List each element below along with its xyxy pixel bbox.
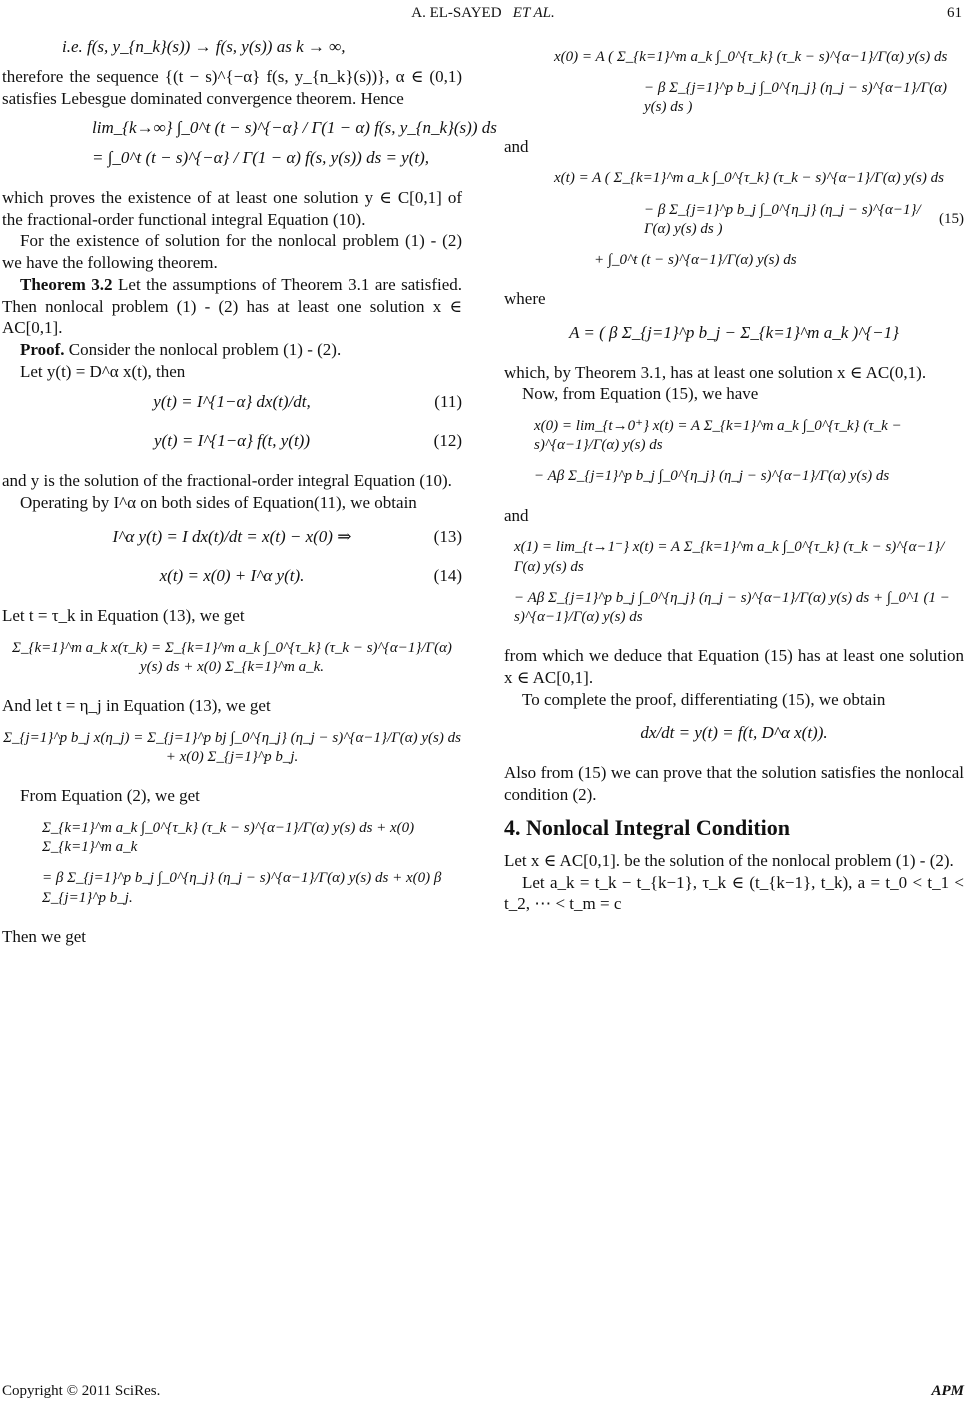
paragraph-nonlocal: For the existence of solution for the nonlocal problem (1) - (2) we have the following theorem. xyxy=(2,231,462,272)
page-header xyxy=(0,4,966,30)
proof-label: Proof. xyxy=(20,340,65,359)
equation-13-tag: (13) xyxy=(433,526,462,546)
copyright-notice: Copyright © 2011 SciRes. xyxy=(2,1383,161,1399)
equation-A: A = ( β Σ_{j=1}^p b_j − Σ_{k=1}^m a_k )^{−1} xyxy=(569,322,899,342)
equation-limit-1-line2: − Aβ Σ_{j=1}^p b_j ∫_0^{η_j} (η_j − s)^{α−1}/Γ(α) y(s) ds + ∫_0^1 (1 − s)^{α−1}/Γ(α) y(s) ds xyxy=(514,589,950,625)
journal-abbrev: APM xyxy=(931,1383,964,1399)
paragraph-deduce: from which we deduce that Equation (15) has at least one solution x ∈ AC[0,1]. xyxy=(504,646,964,687)
header-etal: ET AL. xyxy=(512,5,555,21)
equation-x0-line2: − β Σ_{j=1}^p b_j ∫_0^{η_j} (η_j − s)^{α−1}/Γ(α) y(s) ds ) xyxy=(644,80,948,116)
equation-13: I^α y(t) = I dx(t)/dt = x(t) − x(0) ⇒ (13) xyxy=(112,526,462,546)
equation-sum-combined-1: Σ_{k=1}^m a_k ∫_0^{τ_k} (τ_k − s)^{α−1}/Γ(α) y(s) ds + x(0) Σ_{k=1}^m a_k xyxy=(42,820,415,856)
equation-limit-0-line1: x(0) = lim_{t→0⁺} x(t) = A Σ_{k=1}^m a_k ∫_0^{τ_k} (τ_k − s)^{α−1}/Γ(α) y(s) ds xyxy=(534,418,902,454)
proof-start xyxy=(2,339,462,361)
equation-sum-eta: Σ_{j=1}^p b_j x(η_j) = Σ_{j=1}^p bj ∫_0^{η_j} (η_j − s)^{α−1}/Γ(α) y(s) ds + x(0) Σ_{j=1}^p b_j. xyxy=(3,729,461,766)
equation-limit-0-line2: − Aβ Σ_{j=1}^p b_j ∫_0^{η_j} (η_j − s)^{α−1}/Γ(α) y(s) ds xyxy=(534,468,890,485)
proof-text: Consider the nonlocal problem (1) - (2). xyxy=(64,340,342,359)
paragraph-now-from-15: Now, from Equation (15), we have xyxy=(522,384,759,404)
paragraph-complete-proof: To complete the proof, differentiating (15), we obtain xyxy=(522,689,886,709)
theorem-text: Let the assumptions of Theorem 3.1 are satisfied. Then nonlocal problem (1) - (2) has at least one solution x ∈ AC[0,1]. xyxy=(2,274,462,338)
running-head xyxy=(0,4,966,23)
text-where: where xyxy=(504,289,546,309)
paragraph-sequence: therefore the sequence {(t − s)^{−α} f(s, y_{n_k}(s))}, α ∈ (0,1) satisfies Lebesgue dominated convergence theorem. Hence xyxy=(2,66,462,108)
theorem-label: Theorem 3.2 xyxy=(20,274,113,294)
paragraph-operating: Operating by I^α on both sides of Equation(11), we obtain xyxy=(20,492,417,512)
equation-12-tag: (12) xyxy=(433,431,462,451)
paragraph-solution-y: and y is the solution of the fractional-order integral Equation (10). xyxy=(2,471,452,490)
paragraph-existence: which proves the existence of at least one solution y ∈ C[0,1] of the fractional-order functional integral Equation (10). xyxy=(2,187,462,229)
right-column xyxy=(504,36,964,915)
paragraph-nonlocal-condition: Also from (15) we can prove that the solution satisfies the nonlocal condition (2). xyxy=(504,763,964,804)
equation-sum-combined-2: = β Σ_{j=1}^p b_j ∫_0^{η_j} (η_j − s)^{α−1}/Γ(α) y(s) ds + x(0) β Σ_{j=1}^p b_j. xyxy=(42,870,442,906)
paragraph-from-eq2: From Equation (2), we get xyxy=(20,786,200,806)
equation-limit-1: lim_{k→∞} ∫_0^t (t − s)^{−α} / Γ(1 − α) f(s, y_{n_k}(s)) ds xyxy=(92,118,497,138)
theorem-3-2 xyxy=(2,274,462,339)
equation-14-tag: (14) xyxy=(433,566,462,586)
paragraph-then: Then we get xyxy=(2,926,87,946)
equation-11: y(t) = I^{1−α} dx(t)/dt, (11) xyxy=(153,391,462,411)
section-heading-4: 4. Nonlocal Integral Condition xyxy=(504,814,791,840)
let-statement-3: And let t = η_j in Equation (13), we get xyxy=(2,696,271,716)
equation-limit-2: = ∫_0^t (t − s)^{−α} / Γ(1 − α) f(s, y(s)) ds = y(t), xyxy=(92,148,430,167)
equation-15-line3: + ∫_0^t (t − s)^{α−1}/Γ(α) y(s) ds xyxy=(594,251,797,268)
equation-sum-tau: Σ_{k=1}^m a_k x(τ_k) = Σ_{k=1}^m a_k ∫_0^{τ_k} (τ_k − s)^{α−1}/Γ(α) y(s) ds + x(0) Σ_{k=1}^m a_k. xyxy=(12,639,452,675)
equation-derivative: dx/dt = y(t) = f(t, D^α x(t)). xyxy=(640,723,828,743)
left-column xyxy=(2,36,497,948)
paragraph-theorem-3-1: which, by Theorem 3.1, has at least one solution x ∈ AC(0,1). xyxy=(504,362,927,382)
equation-15-line2: − β Σ_{j=1}^p b_j ∫_0^{η_j} (η_j − s)^{α−1}/Γ(α) y(s) ds ) (15) xyxy=(644,201,964,237)
equation-x0-line1: x(0) = A ( Σ_{k=1}^m a_k ∫_0^{τ_k} (τ_k − s)^{α−1}/Γ(α) y(s) ds xyxy=(554,49,948,65)
equation-15-tag: (15) xyxy=(939,211,964,228)
paragraph-let-x: Let x ∈ AC[0,1]. be the solution of the nonlocal problem (1) - (2). xyxy=(504,850,954,870)
text-and-1: and xyxy=(504,136,529,156)
page-number: 61 xyxy=(947,5,962,21)
equation-convergence: i.e. f(s, y_{n_k}(s)) → f(s, y(s)) as k → ∞, xyxy=(62,37,346,56)
equation-12: y(t) = I^{1−α} f(t, y(t)) (12) xyxy=(154,431,462,451)
equation-15-line1: x(t) = A ( Σ_{k=1}^m a_k ∫_0^{τ_k} (τ_k − s)^{α−1}/Γ(α) y(s) ds xyxy=(554,170,944,187)
let-statement-1: Let y(t) = D^α x(t), then xyxy=(20,361,186,381)
equation-14: x(t) = x(0) + I^α y(t). (14) xyxy=(159,566,462,586)
equation-11-tag: (11) xyxy=(434,391,462,411)
let-statement-2: Let t = τ_k in Equation (13), we get xyxy=(2,606,245,625)
text-and-2: and xyxy=(504,505,529,525)
header-authors: A. EL-SAYED xyxy=(411,5,502,21)
equation-limit-1-line1: x(1) = lim_{t→1⁻} x(t) = A Σ_{k=1}^m a_k ∫_0^{τ_k} (τ_k − s)^{α−1}/Γ(α) y(s) ds xyxy=(514,539,945,575)
paragraph-let-a: Let a_k = t_k − t_{k−1}, τ_k ∈ (t_{k−1}, t_k), a = t_0 < t_1 < t_2, ⋯ < t_m = c xyxy=(504,872,964,914)
